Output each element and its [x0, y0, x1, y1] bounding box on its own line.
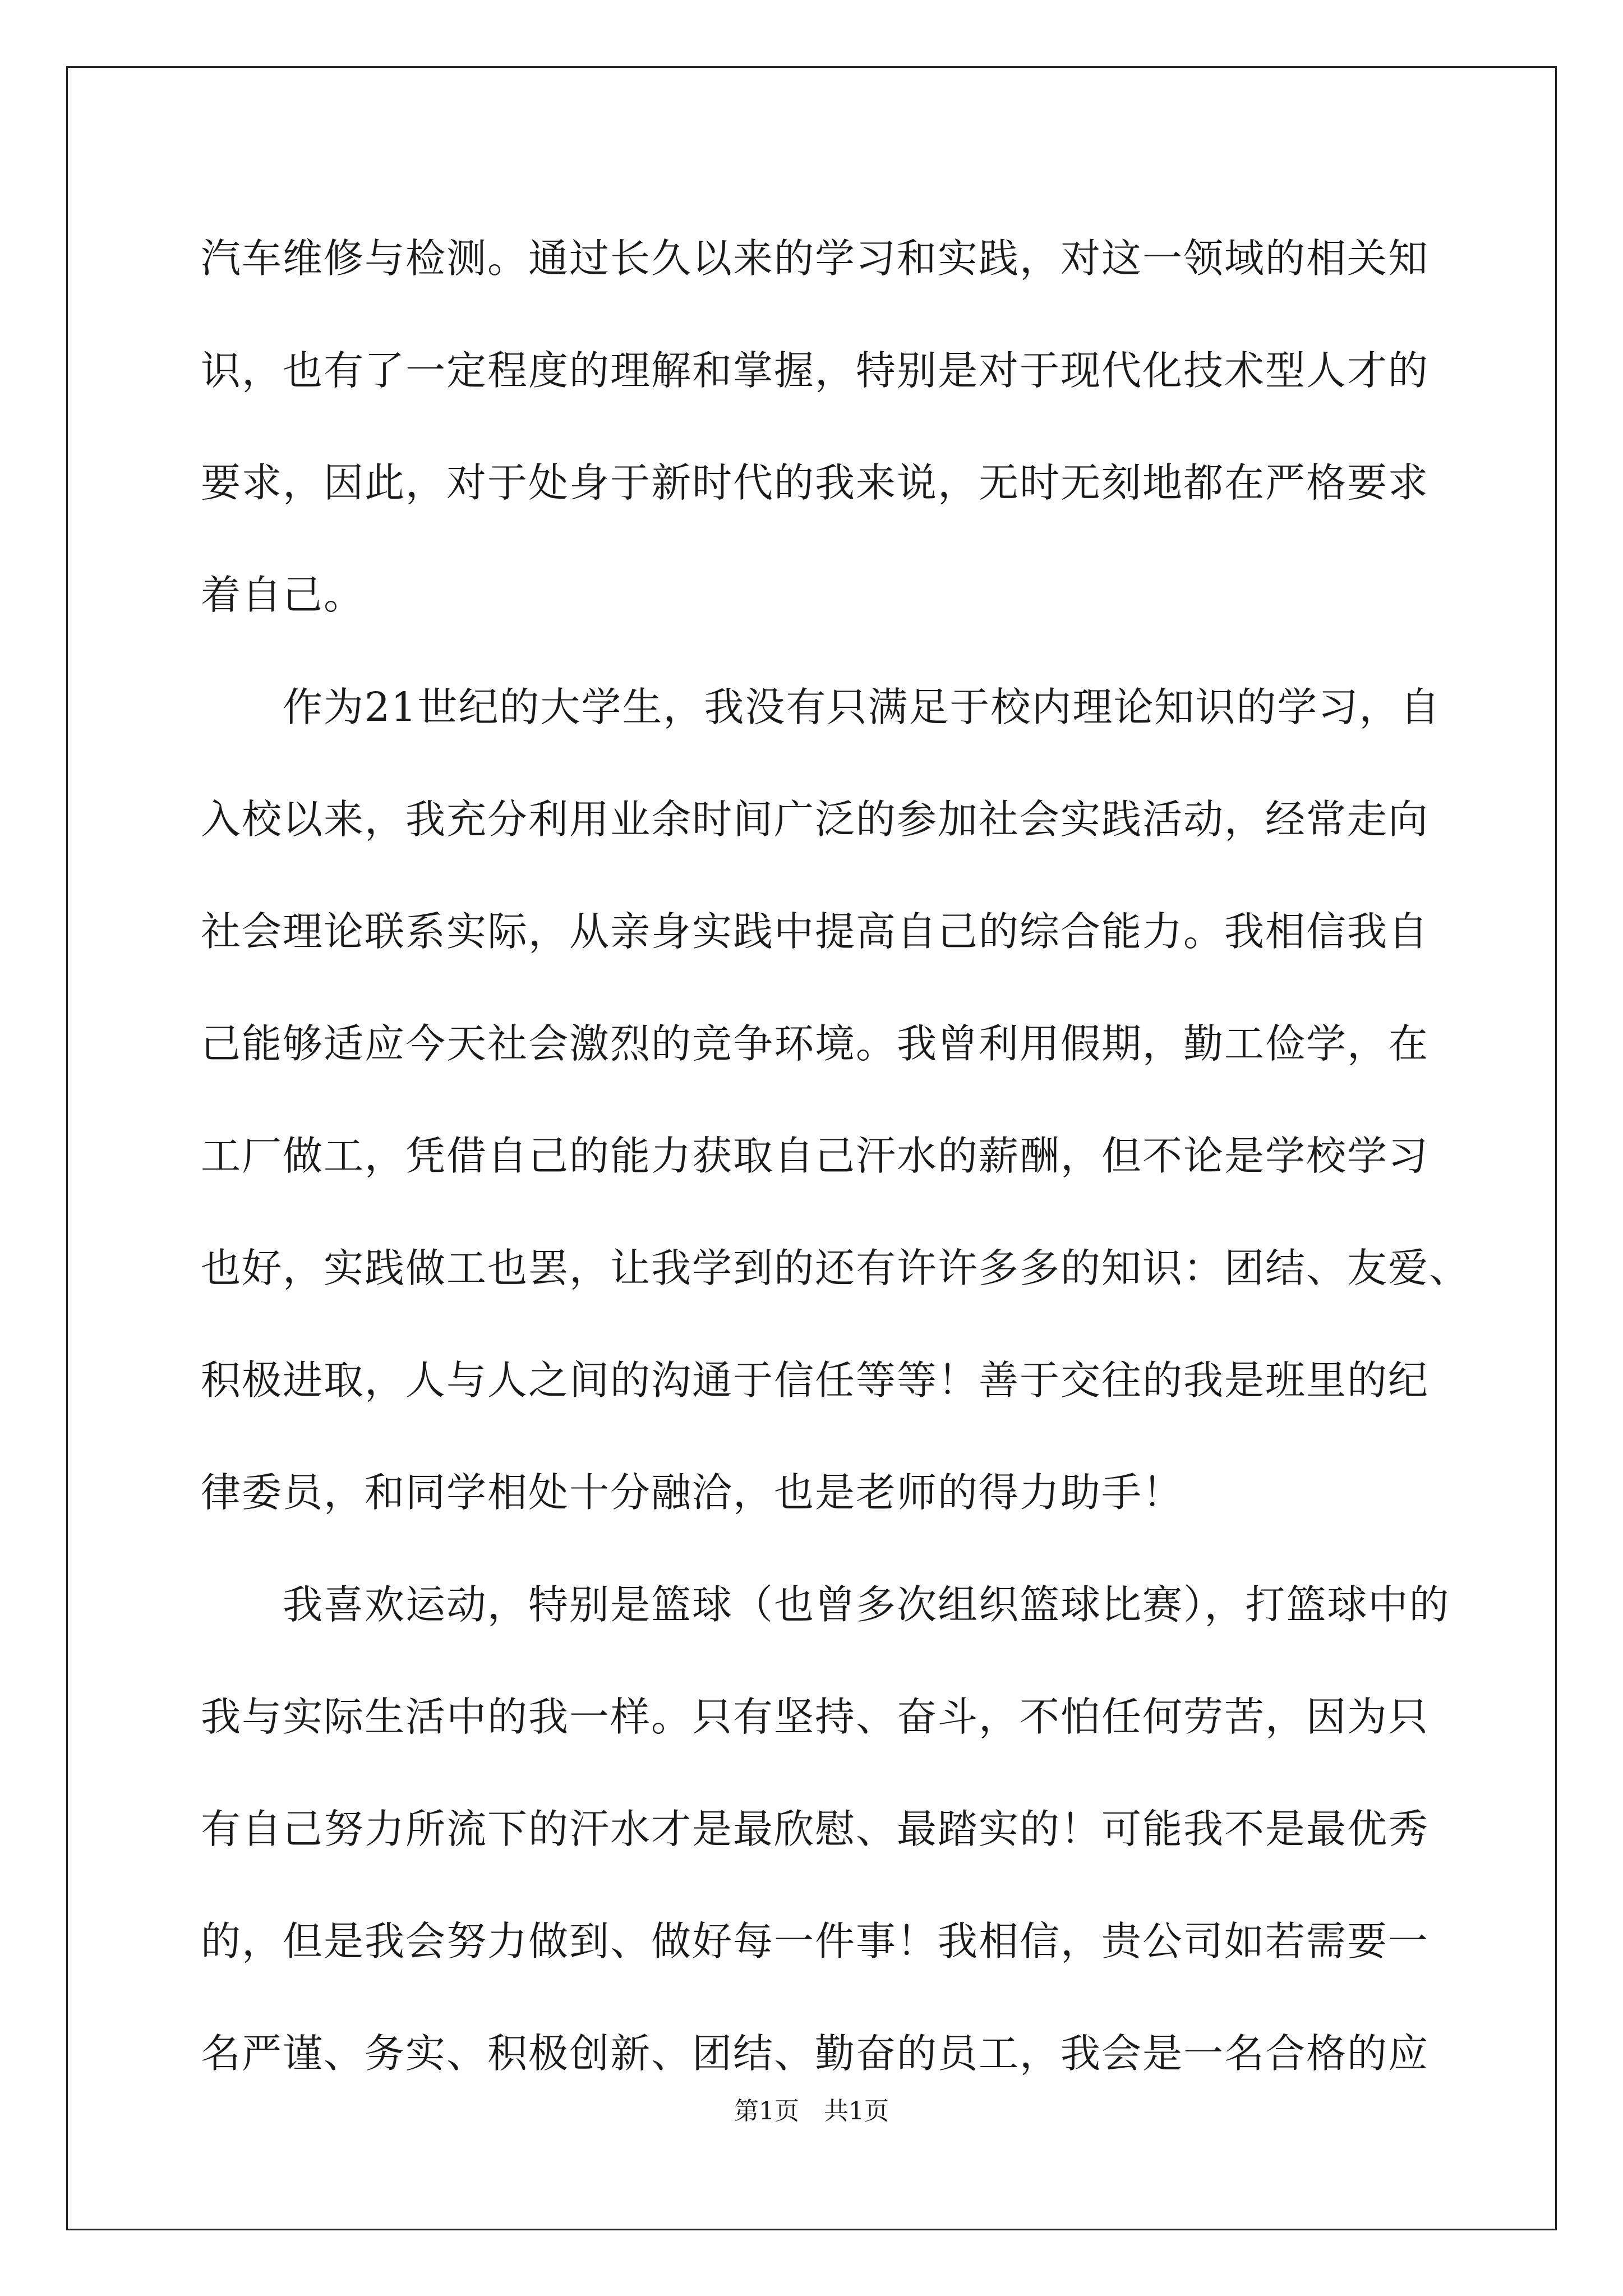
text-line: 的，但是我会努力做到、做好每一件事！我相信，贵公司如若需要一: [201, 1918, 1430, 1964]
text-line: 入校以来，我充分利用业余时间广泛的参加社会实践活动，经常走向: [201, 796, 1430, 843]
text-line: 律委员，和同学相处十分融洽，也是老师的得力助手！: [201, 1469, 1184, 1516]
text-line: 我与实际生活中的我一样。只有坚持、奋斗，不怕任何劳苦，因为只: [201, 1694, 1430, 1740]
text-line: 要求，因此，对于处身于新时代的我来说，无时无刻地都在严格要求: [201, 459, 1430, 506]
text-line: 工厂做工，凭借自己的能力获取自己汗水的薪酬，但不论是学校学习: [201, 1133, 1430, 1179]
text-line: 着自己。: [201, 572, 365, 618]
text-line: 己能够适应今天社会激烈的竞争环境。我曾利用假期，勤工俭学，在: [201, 1020, 1430, 1067]
text-line: 识，也有了一定程度的理解和掌握，特别是对于现代化技术型人才的: [201, 347, 1430, 394]
text-line: 有自己努力所流下的汗水才是最欣慰、最踏实的！可能我不是最优秀: [201, 1806, 1430, 1852]
text-line: 名严谨、务实、积极创新、团结、勤奋的员工，我会是一名合格的应: [201, 2030, 1430, 2077]
text-line: 汽车维修与检测。通过长久以来的学习和实践，对这一领域的相关知: [201, 235, 1430, 282]
text-line: 积极进取，人与人之间的沟通于信任等等！善于交往的我是班里的纪: [201, 1357, 1430, 1404]
page-footer: 第1页 共1页: [734, 2097, 889, 2125]
text-line: 我喜欢运动，特别是篮球（也曾多次组织篮球比赛），打篮球中的: [201, 1581, 1450, 1628]
text-line: 作为21世纪的大学生，我没有只满足于校内理论知识的学习，自: [201, 684, 1441, 730]
text-line: 也好，实践做工也罢，让我学到的还有许许多多的知识：团结、友爱、: [201, 1245, 1470, 1291]
text-line: 社会理论联系实际，从亲身实践中提高自己的综合能力。我相信我自: [201, 908, 1430, 955]
